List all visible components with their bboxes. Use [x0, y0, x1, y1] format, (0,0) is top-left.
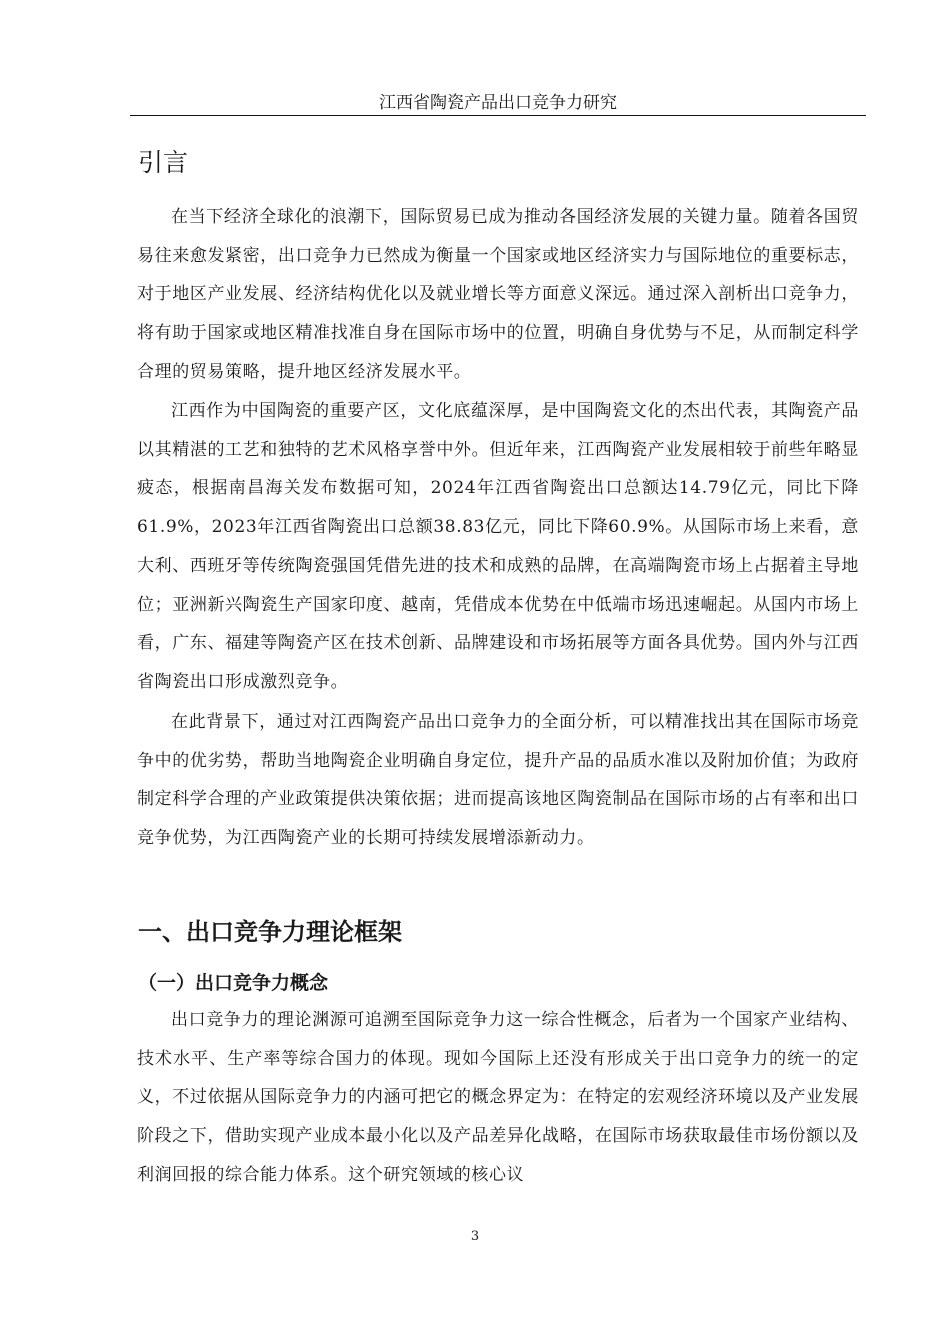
- page-number: 3: [470, 1229, 480, 1244]
- subsection-heading: （一）出口竞争力概念: [138, 972, 329, 994]
- intro-title: 引言: [138, 148, 189, 177]
- paragraph-intro-2: 江西作为中国陶瓷的重要产区，文化底蕴深厚，是中国陶瓷文化的杰出代表，其陶瓷产品以其精湛的工艺和独特的艺术风格享誉中外。但近年来，江西陶瓷产业发展相较于前些年略显疲态，根据南昌海关发布数据可知，2024年江西省陶瓷出口总额达14.79亿元，同比下降61.9%，2023年江西省陶瓷出口总额38.83亿元，同比下降60.9%。从国际市场上来看，意大利、西班牙等传统陶瓷强国凭借先进的技术和成熟的品牌，在高端陶瓷市场上占据着主导地位；亚洲新兴陶瓷生产国家印度、越南，凭借成本优势在中低端市场迅速崛起。从国内市场上看，广东、福建等陶瓷产区在技术创新、品牌建设和市场拓展等方面各具优势。国内外与江西省陶瓷出口形成激烈竞争。: [137, 401, 859, 692]
- paragraph-concept-1: 出口竞争力的理论渊源可追溯至国际竞争力这一综合性概念，后者为一个国家产业结构、技术水平、生产率等综合国力的体现。现如今国际上还没有形成关于出口竞争力的统一的定义，不过依据从国际竞争力的内涵可把它的概念界定为：在特定的宏观经济环境以及产业发展阶段之下，借助实现产业成本最小化以及产品差异化战略，在国际市场获取最佳市场份额以及利润回报的综合能力体系。这个研究领域的核心议: [137, 1010, 859, 1185]
- running-header: 江西省陶瓷产品出口竞争力研究: [379, 93, 617, 113]
- paragraph-intro-1: 在当下经济全球化的浪潮下，国际贸易已成为推动各国经济发展的关键力量。随着各国贸易往来愈发紧密，出口竞争力已然成为衡量一个国家或地区经济实力与国际地位的重要标志，对于地区产业发展、经济结构优化以及就业增长等方面意义深远。通过深入剖析出口竞争力，将有助于国家或地区精准找准自身在国际市场中的位置，明确自身优势与不足，从而制定科学合理的贸易策略，提升地区经济发展水平。: [137, 207, 859, 382]
- header-rule: [130, 115, 866, 116]
- paragraph-intro-3: 在此背景下，通过对江西陶瓷产品出口竞争力的全面分析，可以精准找出其在国际市场竞争中的优劣势，帮助当地陶瓷企业明确自身定位，提升产品的品质水准以及附加价值；为政府制定科学合理的产业政策提供决策依据；进而提高该地区陶瓷制品在国际市场的占有率和出口竞争优势，为江西陶瓷产业的长期可持续发展增添新动力。: [137, 712, 859, 849]
- chapter-heading: 一、出口竞争力理论框架: [138, 918, 402, 946]
